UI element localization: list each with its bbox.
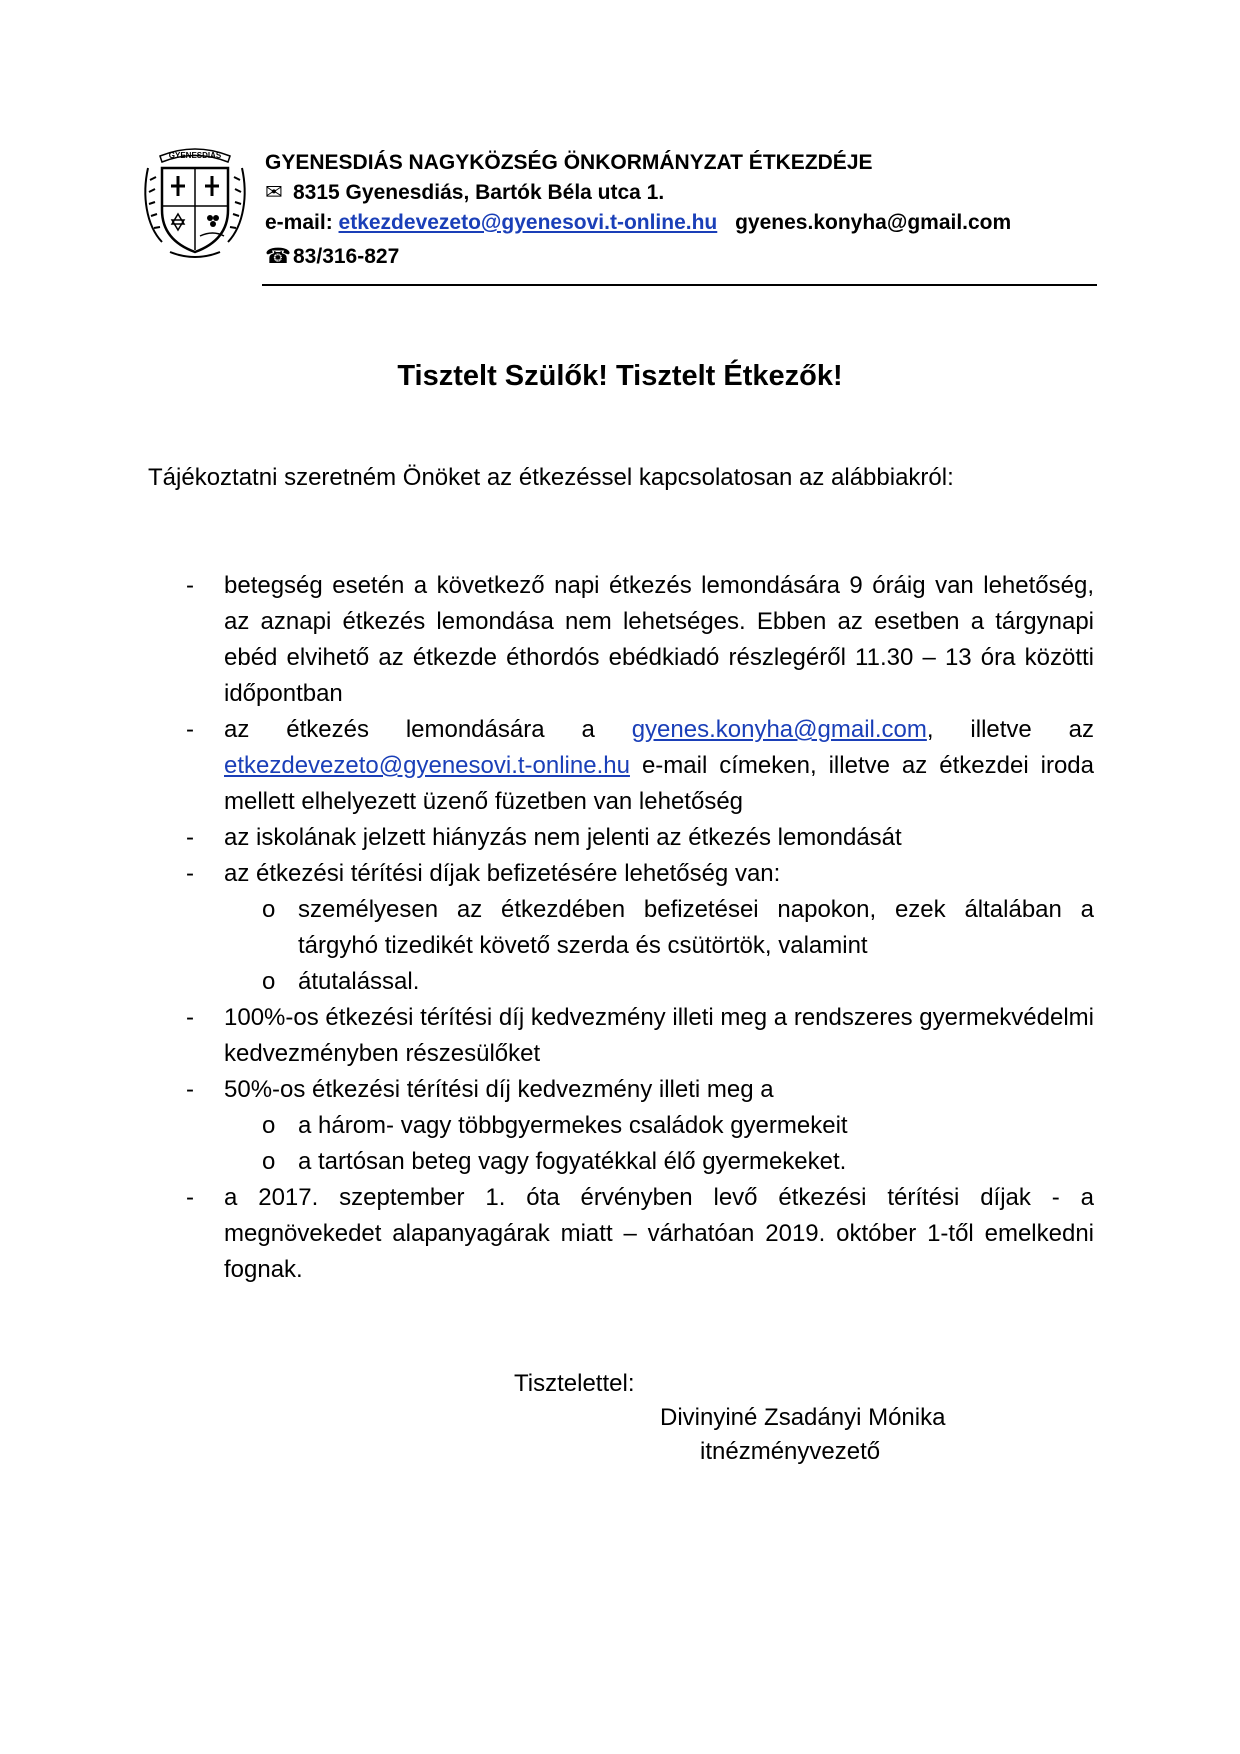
email-link-etkezdevezeto[interactable]: etkezdevezeto@gyenesovi.t-online.hu — [224, 752, 630, 779]
list-dash: - — [186, 572, 194, 599]
email-link-konyha[interactable]: gyenes.konyha@gmail.com — [631, 716, 927, 743]
intro-paragraph: Tájékoztatni szeretném Önöket az étkezéssel kapcsolatosan az alábbiakról: — [148, 464, 954, 491]
info-list — [0, 568, 1240, 1288]
list-item-text: , illetve az — [926, 716, 1094, 743]
svg-text:GYENESDIÁS: GYENESDIÁS — [168, 151, 222, 160]
list-item-text: 50%-os étkezési térítési díj kedvezmény illeti meg a — [224, 1076, 774, 1103]
list-dash: - — [186, 1184, 194, 1211]
sub-list-item — [0, 892, 1094, 964]
list-dash: - — [186, 1004, 194, 1031]
municipal-crest-logo — [140, 140, 250, 260]
list-dash: - — [186, 1076, 194, 1103]
sub-item-text: a tartósan beteg vagy fogyatékkal élő gyermekeket. — [298, 1148, 847, 1175]
header-divider — [262, 284, 1097, 286]
address-line — [265, 178, 1105, 208]
list-item-text: az iskolának jelzett hiányzás nem jelenti az étkezés lemondását — [224, 824, 902, 851]
list-item — [0, 712, 1094, 820]
signer-name: Divinyiné Zsadányi Mónika — [660, 1404, 946, 1431]
list-item-text: az étkezés lemondására a — [224, 716, 595, 743]
sub-item-text: személyesen az étkezdében befizetései napokon, ezek általában a tárgyhó tizedikét követő szerda és csütörtök, valamint — [298, 896, 1094, 959]
list-dash: - — [186, 824, 194, 851]
sub-bullet: o — [262, 968, 276, 995]
letterhead — [265, 148, 1105, 272]
list-item — [0, 568, 1094, 712]
list-item — [0, 1000, 1094, 1072]
list-item — [0, 856, 1094, 892]
email-secondary: gyenes.konyha@gmail.com — [735, 211, 1012, 234]
phone-line — [265, 242, 1105, 272]
list-dash: - — [186, 860, 194, 887]
list-item — [0, 1072, 1094, 1108]
list-item-text: az étkezési térítési díjak befizetésére lehetőség van: — [224, 860, 781, 887]
telephone-icon: ☎ — [265, 245, 292, 268]
envelope-icon: ✉ — [265, 181, 283, 204]
phone-number: 83/316-827 — [293, 245, 400, 268]
address: 8315 Gyenesdiás, Bartók Béla utca 1. — [293, 181, 665, 204]
letter-title: Tisztelt Szülők! Tisztelt Étkezők! — [397, 360, 843, 392]
sub-bullet: o — [262, 1112, 276, 1139]
organization-name: GYENESDIÁS NAGYKÖZSÉG ÖNKORMÁNYZAT ÉTKEZDÉJE — [265, 151, 873, 174]
email-label: e-mail: — [265, 211, 333, 234]
list-item-text: betegség esetén a következő napi étkezés lemondására 9 óráig van lehetőség, az aznapi étkezés lemondása nem lehetséges. Ebben az esetben a tárgynapi ebéd elvihető az étkezde éthordós ebédkiadó részlegéről 11.30 – 13 óra közötti időpontban — [224, 572, 1094, 707]
list-item-text: a 2017. szeptember 1. óta érvényben levő étkezési térítési díjak - a megnövekedet alapanyagárak miatt – várhatóan 2019. október 1-től emelkedni fognak. — [224, 1184, 1094, 1283]
sub-list-item — [0, 1144, 1094, 1180]
closing-salutation: Tisztelettel: — [514, 1370, 635, 1397]
sub-bullet: o — [262, 1148, 276, 1175]
email-link-primary[interactable]: etkezdevezeto@gyenesovi.t-online.hu — [338, 211, 718, 234]
sub-bullet: o — [262, 896, 276, 923]
list-dash: - — [186, 716, 194, 743]
sub-list-item — [0, 964, 1094, 1000]
email-line — [265, 208, 1105, 238]
list-item-text: 100%-os étkezési térítési díj kedvezmény illeti meg a rendszeres gyermekvédelmi kedvezményben részesülőket — [224, 1004, 1094, 1067]
list-item — [0, 820, 1094, 856]
list-item-text: e-mail címeken, illetve az étkezdei iroda mellett elhelyezett üzenő füzetben van lehetőség — [224, 752, 1094, 815]
sub-item-text: átutalással. — [298, 968, 420, 995]
signer-role: itnézményvezető — [700, 1438, 881, 1465]
sub-list-item — [0, 1108, 1094, 1144]
sub-item-text: a három- vagy többgyermekes családok gyermekeit — [298, 1112, 848, 1139]
list-item — [0, 1180, 1094, 1288]
